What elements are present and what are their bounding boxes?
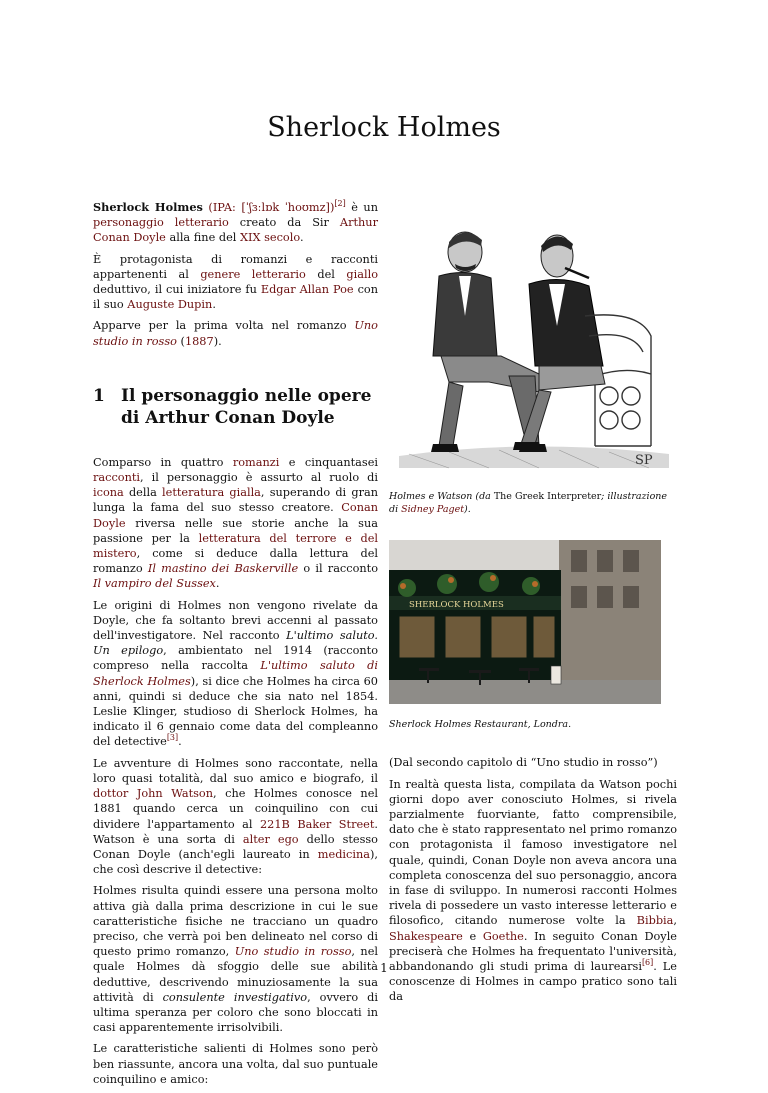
link-ultimo-saluto[interactable]: L'ultimo saluto di Sherlock Holmes [93, 659, 379, 688]
body-paragraph-5: Le caratteristiche salienti di Holmes sono però ben riassunte, ancora una volta, dal suo puntuale coinquilino e amico: [93, 1042, 378, 1086]
restaurant-photo [389, 540, 661, 704]
link-edgar-allan-poe[interactable]: Edgar Allan Poe [260, 283, 354, 297]
subject-name: Sherlock Holmes [93, 200, 203, 214]
right-paragraph: In realtà questa lista, compilata da Watson pochi giorni dopo aver conosciuto Holmes, si rivela parzialmente fuorviante, fatto comprensibile, dato che è stato rappresentato nel primo romanzo con protagonista il famoso investigatore nel quale, quindi, Conan Doyle non aveva ancora una completa conoscenza del suo personaggio, ancora in fase di sviluppo. In numerosi racconti Holmes rivela di possedere un vasto interesse letterario e filosofico, citando numerose volte la Bibbia, Shakespeare e Goethe. In seguito Conan Doyle preciserà che Holmes ha frequentato l'università, abbandonando gli studi prima di laurearsi[6]. Le conoscenze di Holmes in campo pratico sono tali da [389, 777, 677, 1004]
link-sidney-paget[interactable]: Sidney Paget [401, 504, 465, 516]
link-arthur-conan-doyle[interactable]: Arthur Conan Doyle [93, 216, 378, 245]
link-uno-studio-in-rosso[interactable]: Uno studio in rosso [93, 319, 378, 348]
link-personaggio-letterario[interactable]: personaggio letterario [93, 216, 229, 230]
page-number: 1 [380, 961, 388, 975]
left-column [93, 200, 378, 1093]
page-title: Sherlock Holmes [267, 112, 501, 143]
link-giallo[interactable]: giallo [346, 267, 378, 281]
link-romanzi[interactable]: romanzi [232, 455, 280, 469]
link-xix-secolo[interactable]: XIX secolo [239, 231, 300, 245]
right-column [389, 200, 677, 1011]
link-1887[interactable]: 1887 [184, 334, 214, 348]
link-medicina[interactable]: medicina [317, 847, 370, 861]
link-dottor-john-watson[interactable]: dottor John Watson [93, 787, 214, 801]
link-conan-doyle[interactable]: Conan Doyle [93, 501, 378, 530]
section-title: Il personaggio nelle opere di Arthur Conan Doyle [121, 385, 372, 428]
quote-source: (Dal secondo capitolo di “Uno studio in rosso”) [389, 756, 658, 770]
reference-6[interactable]: [6] [641, 958, 654, 968]
figure1-caption: Holmes e Watson (da The Greek Interpreter; illustrazione di Sidney Paget). [389, 491, 668, 516]
link-auguste-dupin[interactable]: Auguste Dupin [127, 298, 213, 312]
link-shakespeare[interactable]: Shakespeare [389, 929, 463, 943]
figure2-caption: Sherlock Holmes Restaurant, Londra. [389, 719, 572, 731]
link-genere-letterario[interactable]: genere letterario [200, 267, 306, 281]
body-paragraph-2: Le origini di Holmes non vengono rivelate da Doyle, che fa soltanto brevi accenni al passato dell'investigatore. Nel racconto L'ultimo saluto. Un epilogo, ambientato nel 1914 (racconto compreso nella raccolta L'ultimo saluto di Sherlock Holmes), si dice che Holmes ha circa 60 anni, quindi si deduce che sia nato nel 1854. Leslie Klinger, studioso di Sherlock Holmes, ha indicato il 6 gennaio come data del compleanno del detective[3]. [93, 598, 379, 749]
link-letteratura-del-terrore[interactable]: letteratura del terrore e del mistero [93, 531, 378, 561]
link-bibbia[interactable]: Bibbia [636, 914, 674, 928]
ipa-link[interactable]: IPA: [ˈʃɜːlɒk ˈhoʊmz] [212, 201, 330, 214]
section-number: 1 [93, 385, 105, 406]
reference-3[interactable]: [3] [166, 733, 179, 743]
illustration-signature: SP [635, 453, 653, 468]
link-letteratura-gialla[interactable]: letteratura gialla [162, 486, 261, 500]
pub-sign-text: SHERLOCK HOLMES [409, 600, 504, 611]
body-paragraph-3: Le avventure di Holmes sono raccontate, nella loro quasi totalità, dal suo amico e biografo, il dottor John Watson, che Holmes conosce nel 1881 quando cerca un coinquilino con cui dividere l'appartamento al 221B Baker Street. Watson è una sorta di alter ego dello stesso Conan Doyle (anch'egli laureato in medicina), che così descrive il detective: [93, 756, 379, 877]
intro-paragraph-2: È protagonista di romanzi e racconti appartenenti al genere letterario del giallo deduttivo, il cui iniziatore fu Edgar Allan Poe con il suo Auguste Dupin. [93, 252, 378, 312]
section-heading [93, 385, 378, 429]
link-il-vampiro-del-sussex[interactable]: Il vampiro del Sussex [93, 577, 216, 591]
body-paragraph-1: Comparso in quattro romanzi e cinquantasei racconti, il personaggio è assurto al ruolo di icona della letteratura gialla, superando di gran lunga la fama del suo stesso creatore. Conan Doyle riversa nelle sue storie anche la sua passione per la letteratura del terrore e del mistero, come si deduce dalla lettura del romanzo Il mastino dei Baskerville o il racconto Il vampiro del Sussex. [93, 455, 379, 591]
holmes-watson-illustration [389, 206, 677, 476]
link-alter-ego[interactable]: alter ego [242, 832, 299, 846]
link-uno-studio-in-rosso-2[interactable]: Uno studio in rosso [234, 945, 352, 959]
body-paragraph-4: Holmes risulta quindi essere una persona molto attiva già dalla prima descrizione in cui le sue caratteristiche fisiche ne tracciano un quadro preciso, che verrà poi ben delineato nel corso di questo primo romanzo, Uno studio in rosso, nel quale Holmes dà sfoggio delle sue abilità deduttive, descrivendo minuziosamente la sua attività di consulente investigativo, ovvero di ultima speranza per coloro che sono bloccati in casi apparentemente irrisolvibili. [93, 884, 378, 1035]
link-racconti[interactable]: racconti [93, 471, 141, 485]
link-icona[interactable]: icona [93, 486, 124, 500]
intro-paragraph-1: Sherlock Holmes (IPA: [ˈʃɜːlɒk ˈhoʊmz])[2] è un personaggio letterario creato da Sir Arthur Conan Doyle alla fine del XIX secolo. [93, 199, 378, 245]
link-goethe[interactable]: Goethe [482, 929, 524, 943]
link-221b-baker-street[interactable]: 221B Baker Street [260, 817, 375, 831]
link-il-mastino-dei-baskerville[interactable]: Il mastino dei Baskerville [147, 562, 299, 576]
intro-paragraph-3: Apparve per la prima volta nel romanzo Uno studio in rosso (1887). [93, 319, 378, 348]
reference-2[interactable]: [2] [334, 199, 346, 209]
